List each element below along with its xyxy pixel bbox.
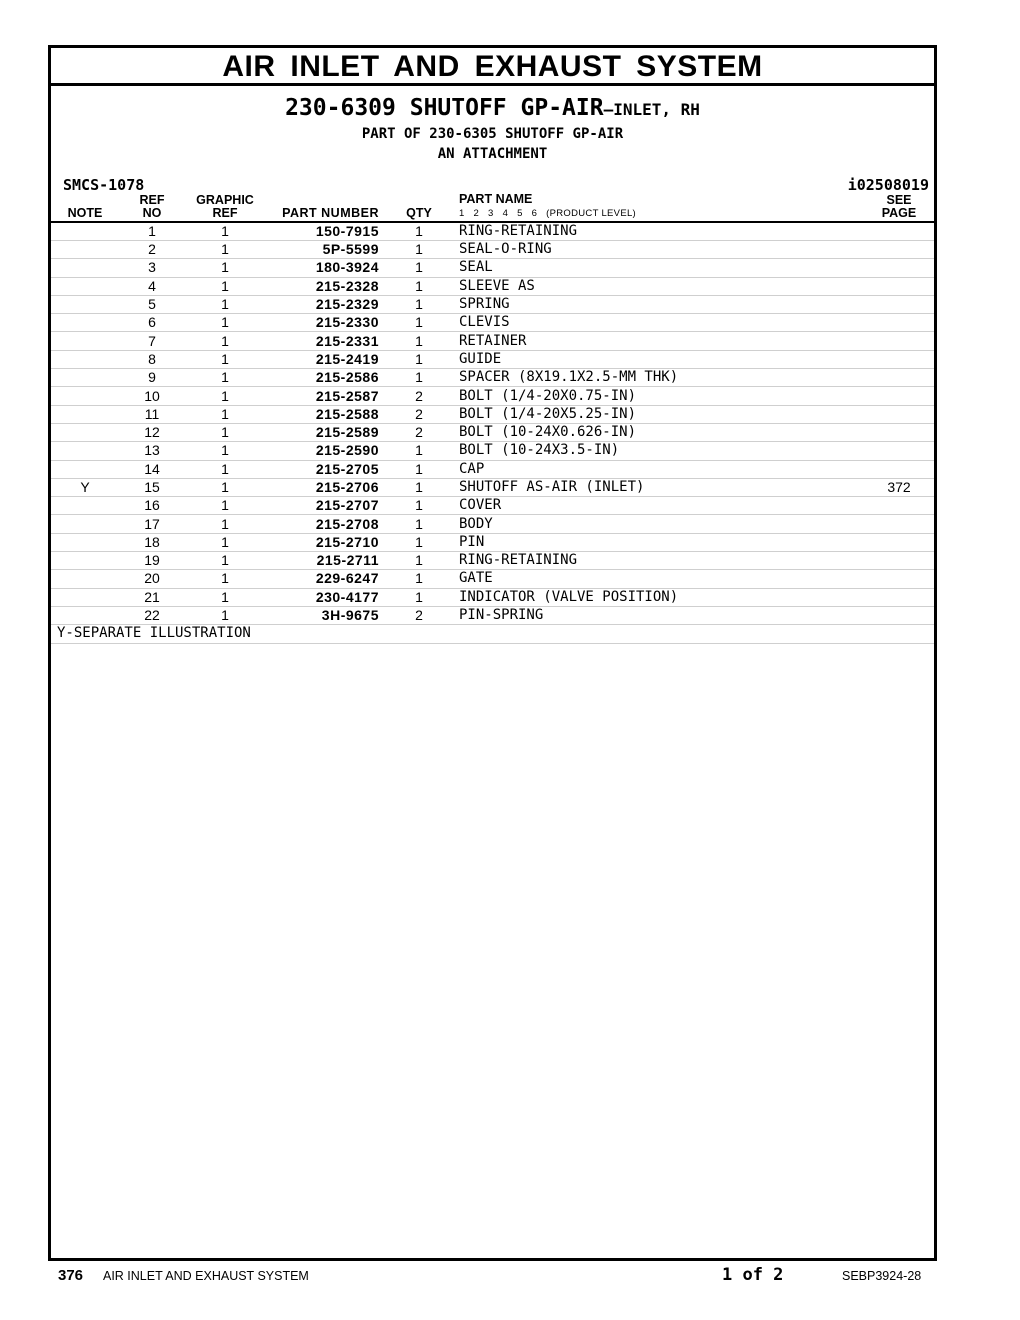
part-number-cell: 5P-5599 [322,241,379,258]
col-graphic-ref: GRAPHIC REF [196,193,254,220]
product-levels: 1 2 3 4 5 6 (PRODUCT LEVEL) [459,208,636,219]
col-note: NOTE [67,206,103,220]
ref-no-cell: 2 [148,241,156,258]
ref-no-cell: 12 [144,424,160,441]
qty-cell: 1 [415,277,423,294]
note-cell [51,222,119,241]
note-cell [51,350,119,368]
part-number-cell: 215-2706 [315,479,379,495]
part-name-cell: COVER [459,497,502,514]
qty-cell: 1 [415,259,423,276]
see-page-cell [864,277,934,295]
qty-cell: 1 [415,241,423,258]
part-number-cell: 3H-9675 [321,607,379,624]
graphic-ref-cell: 1 [221,223,229,239]
table-row [51,332,934,350]
qty-cell: 1 [415,314,423,331]
ref-no-cell: 19 [144,552,160,569]
table-row [51,295,934,313]
part-number-cell: 215-2419 [315,350,379,367]
ref-no-cell: 16 [144,497,160,514]
see-page-cell [864,606,934,624]
identifier-row [51,170,934,194]
part-number-cell: 215-2588 [315,405,379,422]
ref-no-cell: 17 [144,515,160,532]
part-name-cell: SLEEVE AS [459,277,535,294]
part-number-cell: 215-2330 [315,314,379,331]
parts-table [51,192,934,644]
smcs-code: SMCS-1078 [63,176,145,194]
note-cell [51,259,119,277]
part-name-cell: INDICATOR (VALVE POSITION) [459,588,679,605]
part-name-cell: BOLT (10-24X3.5-IN) [459,442,620,459]
note-cell [51,369,119,387]
graphic-ref-cell: 1 [221,332,229,349]
graphic-ref-cell: 1 [221,241,229,258]
note-cell [51,405,119,423]
part-number-cell: 215-2707 [315,497,379,514]
see-page-cell [864,442,934,460]
graphic-ref-cell: 1 [221,460,229,477]
note-cell [51,423,119,441]
note-cell [51,314,119,332]
part-name-cell: SPACER (8X19.1X2.5-MM THK) [459,369,679,386]
table-row [51,552,934,570]
page-footer [0,1265,1020,1289]
graphic-ref-cell: 1 [221,607,229,624]
qty-cell: 1 [415,350,423,367]
see-page-cell [864,588,934,606]
qty-cell: 1 [415,296,423,313]
ref-no-cell: 3 [148,259,156,276]
graphic-ref-cell: 1 [221,588,229,605]
table-header-row [51,192,934,222]
graphic-ref-cell: 1 [221,533,229,550]
note-cell [51,533,119,551]
see-page-cell: 372 [887,479,911,495]
table-row [51,369,934,387]
graphic-ref-cell: 1 [221,259,229,276]
table-row [51,259,934,277]
part-name-cell: GUIDE [459,350,502,367]
see-page-cell [864,314,934,332]
see-page-cell [864,350,934,368]
table-row [51,387,934,405]
see-page-cell [864,387,934,405]
see-page-cell [864,497,934,515]
footnote-row [51,625,934,643]
ref-no-cell: 4 [148,277,156,294]
part-number-cell: 215-2589 [315,424,379,441]
group-name: SHUTOFF GP-AIR [409,95,604,121]
note-cell [51,277,119,295]
qty-cell: 2 [415,387,423,404]
part-name-cell: SEAL [459,259,493,276]
part-number-cell: 215-2328 [315,277,379,294]
table-row [51,350,934,368]
graphic-ref-cell: 1 [221,479,229,495]
part-number-cell: 215-2590 [315,442,379,459]
part-name-cell: RETAINER [459,332,527,349]
footnote-text: Y-SEPARATE ILLUSTRATION [57,625,251,642]
part-number-cell: 215-2586 [315,369,379,386]
graphic-ref-cell: 1 [221,570,229,587]
note-cell [51,588,119,606]
part-number-cell: 215-2587 [315,387,379,404]
see-page-cell [864,241,934,259]
graphic-ref-cell: 1 [221,405,229,422]
part-name-cell: SPRING [459,296,510,313]
qty-cell: 1 [415,223,423,239]
note-cell [51,606,119,624]
part-number-cell: 215-2329 [315,296,379,313]
part-name-cell: BOLT (10-24X0.626-IN) [459,424,637,441]
col-qty: QTY [406,206,432,220]
note-cell [51,295,119,313]
table-row [51,515,934,533]
note-cell [51,442,119,460]
table-row [51,497,934,515]
ref-no-cell: 13 [144,442,160,459]
graphic-ref-cell: 1 [221,277,229,294]
graphic-ref-cell: 1 [221,552,229,569]
group-title [51,94,934,124]
part-name-cell: BODY [459,515,493,532]
table-row [51,314,934,332]
footer-page-number: 376 [58,1267,84,1284]
part-name-cell: BOLT (1/4-20X5.25-IN) [459,405,637,422]
note-cell [51,332,119,350]
attachment-line: AN ATTACHMENT [437,146,548,162]
part-name-cell: SEAL-O-RING [459,241,552,258]
part-name-cell: CLEVIS [459,314,510,331]
see-page-cell [864,423,934,441]
part-of-line: PART OF 230-6305 SHUTOFF GP-AIR [361,126,624,142]
graphic-ref-cell: 1 [221,296,229,313]
note-cell [51,552,119,570]
part-number-cell: 229-6247 [315,570,379,587]
part-name-cell: RING-RETAINING [459,223,578,239]
qty-cell: 2 [415,405,423,422]
table-row [51,588,934,606]
col-see-page: SEE PAGE [881,193,917,220]
part-name-cell: PIN-SPRING [459,607,544,624]
part-name-cell: PIN [459,533,485,550]
graphic-ref-cell: 1 [221,497,229,514]
see-page-cell [864,515,934,533]
part-number-cell: 150-7915 [315,223,379,239]
table-row [51,533,934,551]
qty-cell: 1 [415,479,423,495]
table-row [51,478,934,496]
table-row [51,241,934,259]
note-cell [51,515,119,533]
table-row [51,405,934,423]
see-page-cell [864,222,934,241]
note-cell [51,460,119,478]
see-page-cell [864,369,934,387]
part-name-cell: SHUTOFF AS-AIR (INLET) [459,479,645,495]
graphic-ref-cell: 1 [221,424,229,441]
section-title: AIR INLET AND EXHAUST SYSTEM [51,48,934,86]
graphic-ref-cell: 1 [221,515,229,532]
part-number-cell: 215-2710 [315,533,379,550]
see-page-cell [864,570,934,588]
part-number-cell: 215-2708 [315,515,379,532]
ref-no-cell: 11 [144,405,160,422]
see-page-cell [864,259,934,277]
col-part-number: PART NUMBER [282,206,379,220]
col-ref-no: REF NO [139,193,165,220]
table-row [51,460,934,478]
table-row [51,606,934,624]
ref-no-cell: 1 [148,223,156,239]
table-row [51,222,934,241]
part-name-cell: CAP [459,460,485,477]
see-page-cell [864,332,934,350]
table-row [51,570,934,588]
note-cell [51,241,119,259]
illustration-id: i02508019 [847,176,929,194]
note-cell [51,387,119,405]
graphic-ref-cell: 1 [221,442,229,459]
col-part-name: PART NAME 1 2 3 4 5 6 (PRODUCT LEVEL) [459,192,636,219]
graphic-ref-cell: 1 [221,314,229,331]
qty-cell: 1 [415,442,423,459]
ref-no-cell: 7 [148,332,156,349]
ref-no-cell: 18 [144,533,160,550]
qty-cell: 1 [415,515,423,532]
see-page-cell [864,552,934,570]
part-name-cell: GATE [459,570,493,587]
group-number: 230-6309 [285,95,396,121]
part-name-cell: RING-RETAINING [459,552,578,569]
note-cell [51,570,119,588]
table-row [51,423,934,441]
table-row [51,277,934,295]
qty-cell: 1 [415,533,423,550]
ref-no-cell: 15 [144,479,160,495]
graphic-ref-cell: 1 [221,369,229,386]
part-number-cell: 215-2331 [315,332,379,349]
qty-cell: 1 [415,570,423,587]
table-row [51,442,934,460]
part-name-cell: BOLT (1/4-20X0.75-IN) [459,387,637,404]
part-number-cell: 215-2711 [316,552,379,569]
parts-table-body [51,222,934,643]
ref-no-cell: 6 [148,314,156,331]
qty-cell: 1 [415,552,423,569]
note-cell: Y [80,479,90,495]
footer-section: AIR INLET AND EXHAUST SYSTEM [103,1269,309,1283]
qty-cell: 1 [415,588,423,605]
see-page-cell [864,533,934,551]
graphic-ref-cell: 1 [221,387,229,404]
ref-no-cell: 20 [144,570,160,587]
page-frame [48,45,937,1261]
ref-no-cell: 22 [144,607,160,624]
ref-no-cell: 8 [148,350,156,367]
qty-cell: 1 [415,497,423,514]
ref-no-cell: 21 [144,588,160,605]
footer-page-of: 1 of 2 [722,1265,784,1285]
ref-no-cell: 5 [148,296,156,313]
note-cell [51,497,119,515]
qty-cell: 1 [415,460,423,477]
qty-cell: 1 [415,332,423,349]
see-page-cell [864,295,934,313]
qty-cell: 2 [415,424,423,441]
ref-no-cell: 14 [144,460,160,477]
qty-cell: 1 [415,369,423,386]
footer-doc-id: SEBP3924-28 [842,1269,922,1283]
qty-cell: 2 [415,607,423,624]
see-page-cell [864,405,934,423]
part-number-cell: 180-3924 [315,259,379,276]
part-number-cell: 215-2705 [315,460,379,477]
ref-no-cell: 9 [148,369,156,386]
part-number-cell: 230-4177 [315,588,379,605]
ref-no-cell: 10 [144,387,160,404]
see-page-cell [864,460,934,478]
group-suffix: —INLET, RH [603,100,700,119]
graphic-ref-cell: 1 [221,350,229,367]
